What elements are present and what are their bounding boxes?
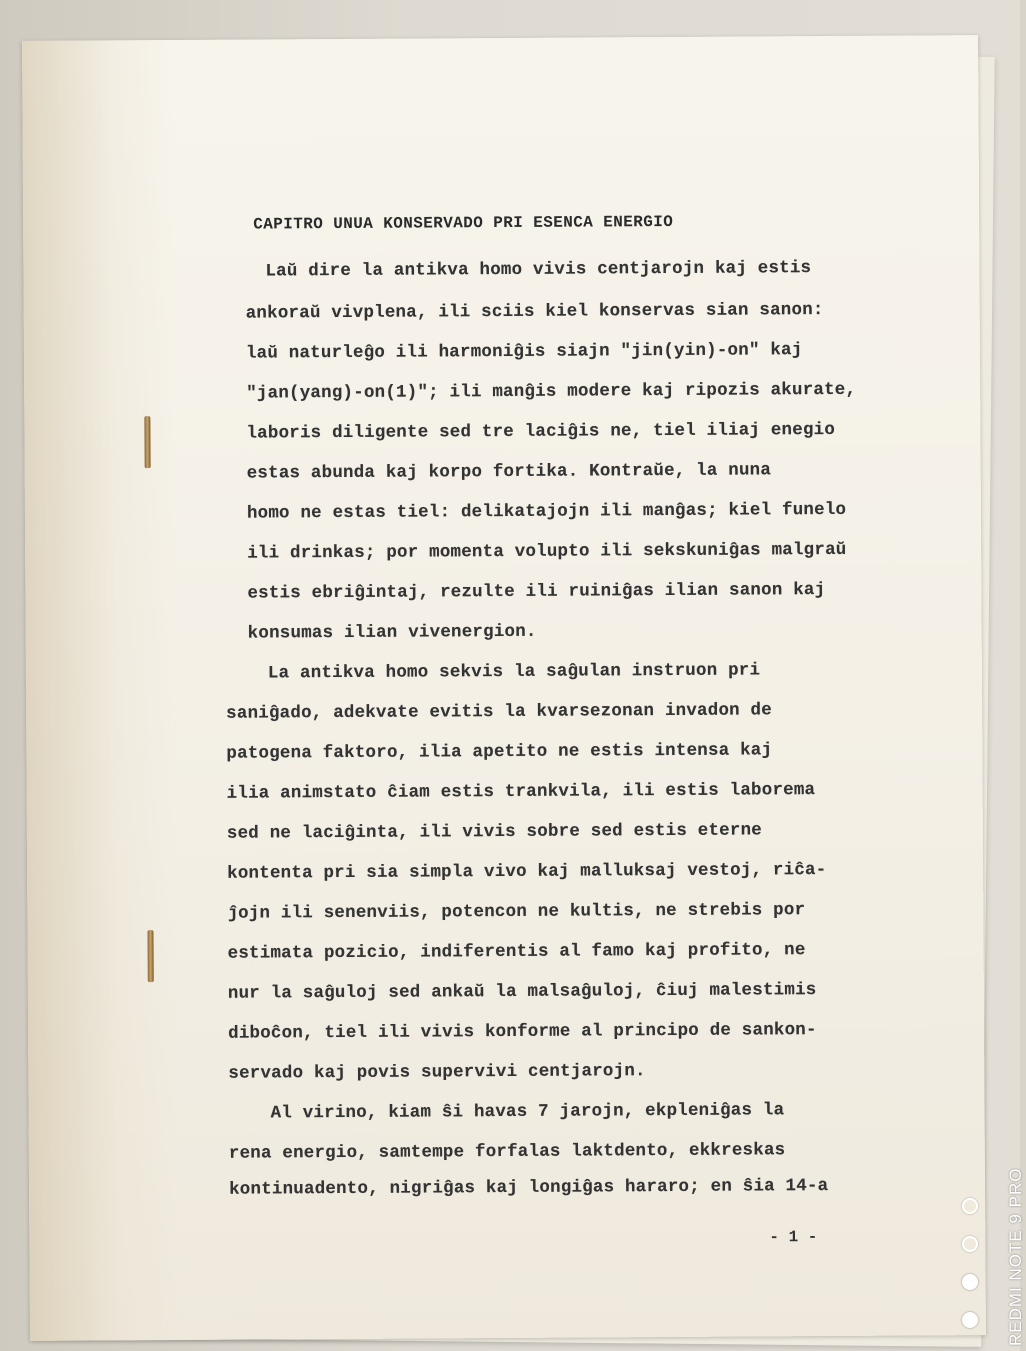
text-line: laboris diligente sed tre laciĝis ne, tiel iliaj enegio [246, 419, 836, 444]
text-line: laŭ naturleĝo ili harmoniĝis siajn "jin(yin)-on" kaj [245, 340, 803, 364]
hollow-dot-icon [962, 1236, 978, 1252]
page-number: - 1 - [769, 1228, 818, 1247]
text-line: La antikva homo sekvis la saĝulan instruon pri [267, 660, 761, 684]
camera-watermark: REDMI NOTE 9 PRO [1006, 1167, 1025, 1346]
filled-dot-icon [962, 1274, 978, 1290]
hollow-dot-icon [962, 1198, 978, 1214]
document-page [22, 35, 986, 1341]
text-line: Laŭ dire la antikva homo vivis centjarojn kaj estis [265, 258, 812, 282]
text-line: rena energio, samtempe forfalas laktdento, ekkreskas [228, 1140, 786, 1164]
document-title: CAPITRO UNUA KONSERVADO PRI ESENCA ENERGIO [253, 212, 674, 234]
text-line: "jan(yang)-on(1)"; ili manĝis modere kaj ripozis akurate, [246, 379, 857, 404]
text-line: Al virino, kiam ŝi havas 7 jarojn, ekpleniĝas la [270, 1100, 785, 1124]
camera-watermark-dots [962, 1190, 982, 1340]
text-line: estas abunda kaj korpo fortika. Kontraŭe, la nuna [246, 460, 772, 484]
text-line: kontenta pri sia simpla vivo kaj malluksaj vestoj, riĉa- [227, 860, 827, 884]
text-line: servado kaj povis supervivi centjarojn. [228, 1061, 646, 1084]
text-line: sed ne laciĝinta, ili vivis sobre sed estis eterne [226, 820, 763, 844]
text-line: ĵojn ili senenviis, potencon ne kultis, ne strebis por [227, 900, 806, 924]
text-line: nur la saĝuloj sed ankaŭ la malsaĝuloj, ĉiuj malestimis [227, 980, 817, 1004]
text-line: patogena faktoro, ilia apetito ne estis intensa kaj [226, 740, 773, 764]
text-line: estimata pozicio, indiferentis al famo kaj profito, ne [227, 940, 806, 964]
text-line: diboĉon, tiel ili vivis konforme al principo de sankon- [228, 1020, 817, 1044]
staple-icon [147, 930, 153, 982]
text-line: kontinuadento, nigriĝas kaj longiĝas hararo; en ŝia 14-a [228, 1176, 829, 1200]
staple-icon [144, 416, 150, 468]
filled-dot-icon [962, 1312, 978, 1328]
text-line: homo ne estas tiel: delikatajojn ili manĝas; kiel funelo [246, 499, 847, 524]
text-line: estis ebriĝintaj, rezulte ili ruiniĝas ilian sanon kaj [247, 580, 826, 604]
text-line: konsumas ilian vivenergion. [247, 621, 537, 644]
text-line: ilia animstato ĉiam estis trankvila, ili estis laborema [226, 780, 816, 804]
text-line: saniĝado, adekvate evitis la kvarsezonan invadon de [226, 700, 772, 724]
text-line: ili drinkas; por momenta volupto ili sekskuniĝas malgraŭ [247, 539, 847, 564]
text-line: ankoraŭ vivplena, ili sciis kiel konservas sian sanon: [245, 300, 824, 324]
